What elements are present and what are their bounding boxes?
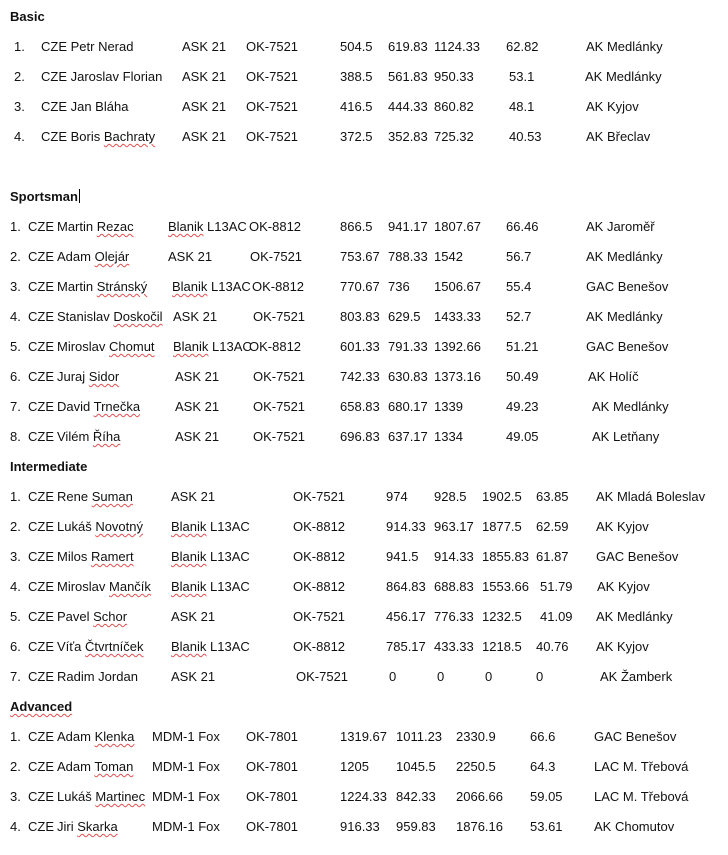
result-glider: MDM-1 Fox	[152, 819, 220, 834]
result-total: 1877.5	[482, 519, 522, 534]
result-reg: OK-8812	[249, 219, 302, 234]
result-pct: 40.76	[536, 639, 569, 654]
result-s1: 914.33	[386, 519, 426, 534]
result-name: Adam Olejár	[57, 249, 130, 264]
result-s2: 680.17	[388, 399, 428, 414]
result-reg: OK-7521	[253, 369, 306, 384]
result-n: 6.	[10, 639, 21, 654]
result-n: 3.	[10, 279, 21, 294]
result-pct: 49.05	[506, 429, 539, 444]
result-s2: 619.83	[388, 39, 428, 54]
result-name: Adam Klenka	[57, 729, 135, 744]
result-reg: OK-8812	[293, 639, 346, 654]
result-reg: OK-8812	[249, 339, 302, 354]
result-total: 725.32	[434, 129, 474, 144]
result-club: AK Medlánky	[596, 609, 673, 624]
result-s2: 1045.5	[396, 759, 436, 774]
result-s1: 864.83	[386, 579, 426, 594]
result-cze: CZE	[28, 219, 54, 234]
result-pct: 49.23	[506, 399, 539, 414]
result-club: AK Kyjov	[596, 639, 649, 654]
result-s2: 776.33	[434, 609, 474, 624]
result-name: Martin Stránský	[57, 279, 148, 294]
result-s2: 941.17	[388, 219, 428, 234]
result-club: GAC Benešov	[594, 729, 677, 744]
result-name: Vilém Říha	[57, 429, 121, 444]
result-total: 1506.67	[434, 279, 481, 294]
result-reg: OK-7801	[246, 759, 299, 774]
result-total: 0	[485, 669, 493, 684]
result-cze: CZE	[28, 279, 54, 294]
result-club: AK Medlánky	[586, 249, 663, 264]
result-cze: CZE	[28, 429, 54, 444]
result-reg: OK-7521	[296, 669, 349, 684]
result-total: 1392.66	[434, 339, 481, 354]
result-glider: Blanik L13AC	[171, 639, 250, 654]
result-pct: 66.6	[530, 729, 556, 744]
result-n: 3.	[10, 549, 21, 564]
result-name: CZE Jan Bláha	[41, 99, 129, 114]
result-s2: 928.5	[434, 489, 467, 504]
result-name: Pavel Schor	[57, 609, 128, 624]
result-cze: CZE	[28, 489, 54, 504]
result-glider: Blanik L13AC	[168, 219, 247, 234]
result-total: 1339	[434, 399, 463, 414]
section-title: Sportsman	[10, 189, 78, 204]
section-title: Advanced	[10, 699, 73, 714]
result-club: AK Letňany	[592, 429, 660, 444]
result-s2: 842.33	[396, 789, 436, 804]
result-total: 1807.67	[434, 219, 481, 234]
result-cze: CZE	[28, 669, 54, 684]
result-total: 1553.66	[482, 579, 529, 594]
section-heading	[10, 189, 80, 204]
result-n: 5.	[10, 339, 21, 354]
result-name: Jiri Skarka	[57, 819, 118, 834]
result-glider: ASK 21	[182, 129, 227, 144]
result-pct: 53.61	[530, 819, 563, 834]
result-s2: 637.17	[388, 429, 428, 444]
result-total: 2250.5	[456, 759, 496, 774]
result-reg: OK-7521	[293, 609, 346, 624]
result-cze: CZE	[28, 339, 54, 354]
result-name: Milos Ramert	[57, 549, 134, 564]
result-club: AK Medlánky	[586, 309, 663, 324]
result-pct: 63.85	[536, 489, 569, 504]
result-cze: CZE	[28, 579, 54, 594]
result-cze: CZE	[28, 369, 54, 384]
result-pct: 51.79	[540, 579, 573, 594]
result-club: AK Medlánky	[586, 39, 663, 54]
result-reg: OK-8812	[293, 579, 346, 594]
result-s1: 974	[386, 489, 408, 504]
result-s1: 770.67	[340, 279, 380, 294]
result-glider: ASK 21	[175, 369, 220, 384]
result-total: 1902.5	[482, 489, 522, 504]
result-glider: ASK 21	[182, 39, 227, 54]
result-s2: 791.33	[388, 339, 428, 354]
result-n: 2.	[10, 759, 21, 774]
result-reg: OK-7801	[246, 729, 299, 744]
result-s2: 1011.23	[396, 729, 443, 744]
result-glider: Blanik L13AC	[171, 519, 250, 534]
result-s1: 658.83	[340, 399, 380, 414]
result-club: GAC Benešov	[596, 549, 679, 564]
result-n: 7.	[10, 669, 21, 684]
result-name: Rene Suman	[57, 489, 133, 504]
result-s1: 388.5	[340, 69, 373, 84]
result-n: 1.	[10, 219, 21, 234]
result-s1: 941.5	[386, 549, 419, 564]
result-pct: 41.09	[540, 609, 573, 624]
result-club: LAC M. Třebová	[594, 759, 689, 774]
result-reg: OK-7801	[246, 819, 299, 834]
result-n: 1.	[14, 39, 25, 54]
result-n: 1.	[10, 729, 21, 744]
result-cze: CZE	[28, 729, 54, 744]
result-pct: 40.53	[509, 129, 542, 144]
result-cze: CZE	[28, 639, 54, 654]
section-heading	[10, 699, 72, 714]
result-glider: ASK 21	[168, 249, 213, 264]
result-total: 1433.33	[434, 309, 481, 324]
result-reg: OK-7521	[246, 99, 299, 114]
result-pct: 48.1	[509, 99, 535, 114]
result-reg: OK-7521	[246, 39, 299, 54]
result-total: 1218.5	[482, 639, 522, 654]
section-title: Basic	[10, 9, 45, 24]
result-glider: Blanik L13AC	[171, 579, 250, 594]
result-club: AK Mladá Boleslav	[596, 489, 706, 504]
result-pct: 59.05	[530, 789, 563, 804]
result-reg: OK-8812	[293, 549, 346, 564]
result-pct: 61.87	[536, 549, 569, 564]
result-pct: 55.4	[506, 279, 532, 294]
result-glider: ASK 21	[173, 309, 218, 324]
result-club: GAC Benešov	[586, 339, 669, 354]
result-cze: CZE	[28, 609, 54, 624]
result-name: Radim Jordan	[57, 669, 138, 684]
result-pct: 51.21	[506, 339, 539, 354]
result-pct: 0	[536, 669, 544, 684]
result-s1: 0	[389, 669, 397, 684]
result-club: AK Kyjov	[596, 519, 649, 534]
section-title: Intermediate	[10, 459, 88, 474]
result-total: 950.33	[434, 69, 474, 84]
result-s2: 433.33	[434, 639, 474, 654]
result-s1: 456.17	[386, 609, 426, 624]
result-s1: 1205	[340, 759, 369, 774]
result-pct: 64.3	[530, 759, 556, 774]
result-n: 4.	[10, 819, 21, 834]
result-n: 2.	[10, 249, 21, 264]
result-n: 3.	[14, 99, 25, 114]
result-name: CZE Jaroslav Florian	[41, 69, 163, 84]
result-glider: MDM-1 Fox	[152, 729, 220, 744]
result-pct: 62.59	[536, 519, 569, 534]
result-n: 4.	[14, 129, 25, 144]
result-name: Víťa Čtvrtníček	[57, 639, 144, 654]
result-name: Stanislav Doskočil	[57, 309, 163, 324]
result-glider: Blanik L13AC	[172, 279, 251, 294]
result-pct: 50.49	[506, 369, 539, 384]
result-reg: OK-7521	[253, 399, 306, 414]
result-n: 4.	[10, 579, 21, 594]
result-s1: 916.33	[340, 819, 380, 834]
text-cursor	[79, 189, 80, 203]
result-pct: 53.1	[509, 69, 535, 84]
result-reg: OK-7521	[253, 309, 306, 324]
result-cze: CZE	[28, 399, 54, 414]
result-reg: OK-8812	[252, 279, 305, 294]
result-club: AK Jaroměř	[586, 219, 655, 234]
result-s1: 742.33	[340, 369, 380, 384]
result-s1: 753.67	[340, 249, 380, 264]
result-reg: OK-7521	[246, 69, 299, 84]
result-total: 1876.16	[456, 819, 503, 834]
result-glider: MDM-1 Fox	[152, 759, 220, 774]
result-cze: CZE	[28, 519, 54, 534]
result-s2: 352.83	[388, 129, 428, 144]
result-reg: OK-7521	[246, 129, 299, 144]
result-total: 1373.16	[434, 369, 481, 384]
result-glider: ASK 21	[171, 609, 216, 624]
result-cze: CZE	[28, 249, 54, 264]
result-n: 1.	[10, 489, 21, 504]
result-reg: OK-7521	[253, 429, 306, 444]
result-s2: 561.83	[388, 69, 428, 84]
result-pct: 56.7	[506, 249, 532, 264]
result-club: AK Medlánky	[592, 399, 669, 414]
result-pct: 62.82	[506, 39, 539, 54]
result-reg: OK-7521	[293, 489, 346, 504]
result-total: 860.82	[434, 99, 474, 114]
result-total: 1124.33	[434, 39, 481, 54]
result-total: 2330.9	[456, 729, 496, 744]
result-n: 6.	[10, 369, 21, 384]
result-glider: ASK 21	[175, 399, 220, 414]
result-name: Martin Rezac	[57, 219, 134, 234]
result-cze: CZE	[28, 309, 54, 324]
result-s1: 372.5	[340, 129, 373, 144]
section-heading	[10, 459, 87, 474]
result-glider: ASK 21	[171, 489, 216, 504]
result-name: Lukáš Novotný	[57, 519, 144, 534]
result-glider: ASK 21	[182, 69, 227, 84]
result-reg: OK-7801	[246, 789, 299, 804]
result-name: CZE Petr Nerad	[41, 39, 134, 54]
result-s2: 630.83	[388, 369, 428, 384]
result-s2: 444.33	[388, 99, 428, 114]
result-reg: OK-8812	[293, 519, 346, 534]
result-s1: 1224.33	[340, 789, 387, 804]
result-s1: 1319.67	[340, 729, 387, 744]
result-total: 2066.66	[456, 789, 503, 804]
result-club: LAC M. Třebová	[594, 789, 689, 804]
result-s2: 914.33	[434, 549, 474, 564]
result-name: Juraj Sidor	[57, 369, 120, 384]
result-total: 1232.5	[482, 609, 522, 624]
result-club: AK Kyjov	[597, 579, 650, 594]
result-cze: CZE	[28, 549, 54, 564]
result-pct: 52.7	[506, 309, 532, 324]
result-cze: CZE	[28, 759, 54, 774]
result-club: AK Kyjov	[586, 99, 639, 114]
result-club: AK Medlánky	[585, 69, 662, 84]
result-club: AK Žamberk	[600, 669, 673, 684]
result-s2: 959.83	[396, 819, 436, 834]
result-name: CZE Boris Bachraty	[41, 129, 156, 144]
result-cze: CZE	[28, 789, 54, 804]
result-s2: 736	[388, 279, 410, 294]
result-cze: CZE	[28, 819, 54, 834]
result-glider: MDM-1 Fox	[152, 789, 220, 804]
result-s1: 785.17	[386, 639, 426, 654]
result-n: 8.	[10, 429, 21, 444]
section-heading	[10, 9, 45, 24]
result-s1: 866.5	[340, 219, 373, 234]
result-glider: ASK 21	[182, 99, 227, 114]
result-s1: 504.5	[340, 39, 373, 54]
result-name: Lukáš Martinec	[57, 789, 146, 804]
result-club: AK Břeclav	[586, 129, 651, 144]
result-pct: 66.46	[506, 219, 539, 234]
result-s2: 788.33	[388, 249, 428, 264]
result-total: 1542	[434, 249, 463, 264]
result-n: 5.	[10, 609, 21, 624]
result-glider: ASK 21	[171, 669, 216, 684]
result-n: 2.	[10, 519, 21, 534]
result-s2: 629.5	[388, 309, 421, 324]
result-name: David Trnečka	[57, 399, 141, 414]
result-s2: 688.83	[434, 579, 474, 594]
result-total: 1334	[434, 429, 463, 444]
result-reg: OK-7521	[250, 249, 303, 264]
result-n: 7.	[10, 399, 21, 414]
result-club: AK Chomutov	[594, 819, 675, 834]
result-name: Adam Toman	[57, 759, 134, 774]
result-s2: 963.17	[434, 519, 474, 534]
result-club: GAC Benešov	[586, 279, 669, 294]
result-glider: ASK 21	[175, 429, 220, 444]
result-n: 4.	[10, 309, 21, 324]
result-s1: 803.83	[340, 309, 380, 324]
result-n: 3.	[10, 789, 21, 804]
result-s1: 696.83	[340, 429, 380, 444]
result-s2: 0	[437, 669, 445, 684]
result-name: Miroslav Chomut	[57, 339, 155, 354]
result-club: AK Holíč	[588, 369, 639, 384]
result-name: Miroslav Mančík	[57, 579, 151, 594]
result-glider: Blanik L13AC	[171, 549, 250, 564]
result-glider: Blanik L13AC	[173, 339, 252, 354]
result-s1: 416.5	[340, 99, 373, 114]
result-n: 2.	[14, 69, 25, 84]
result-total: 1855.83	[482, 549, 529, 564]
result-s1: 601.33	[340, 339, 380, 354]
